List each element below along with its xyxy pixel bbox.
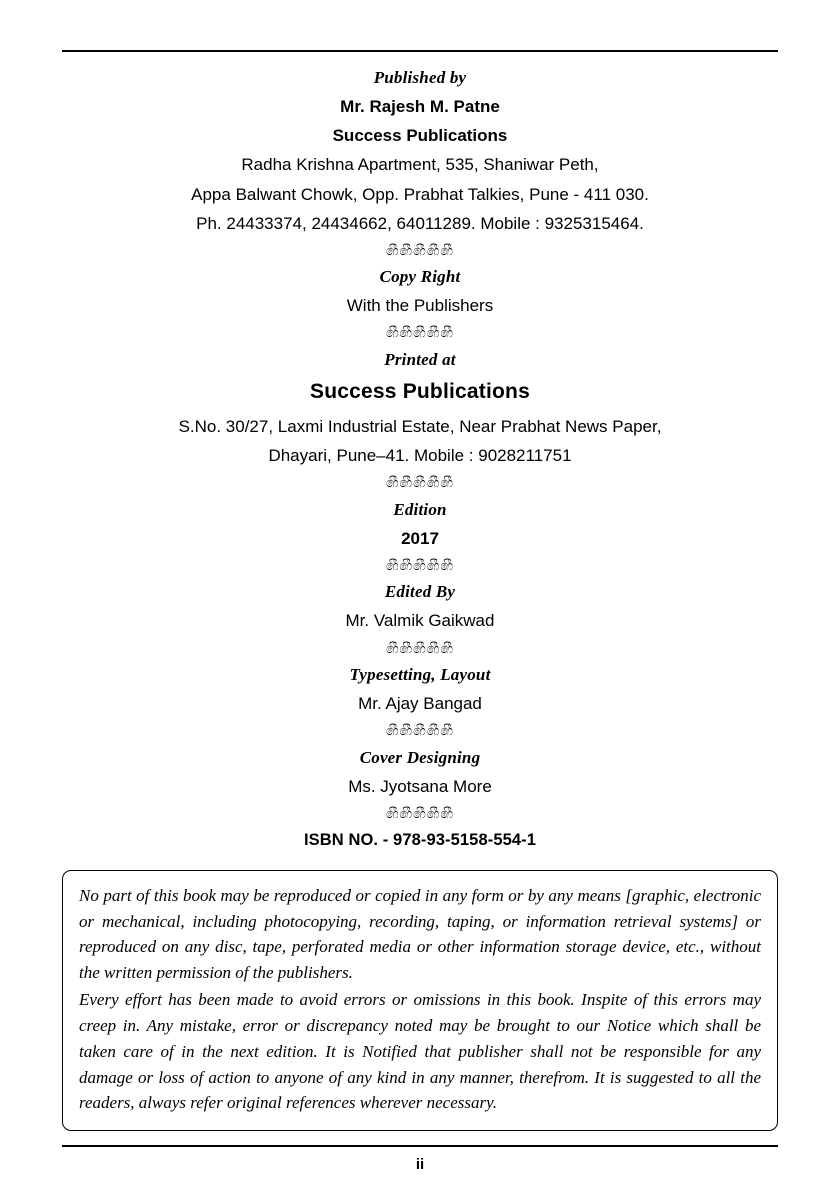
publisher-phone-line: Ph. 24433374, 24434662, 64011289. Mobile : 9325315464. [196,213,644,233]
imprint-content [62,52,778,853]
edition-label: Edition [393,499,447,519]
cover-designing-label: Cover Designing [359,747,481,767]
publisher-name: Mr. Rajesh M. Patne [340,97,500,117]
copyright-label: Copy Right [379,267,461,287]
published-by-label: Published by [373,68,467,87]
page-number: ii [415,1156,425,1174]
publisher-company: Success Publications [332,126,508,146]
copyright-value: With the Publishers [346,296,494,316]
printer-address-line-1: S.No. 30/27, Laxmi Industrial Estate, Near Prabhat News Paper, [178,416,662,436]
edition-year: 2017 [401,528,439,548]
printer-address-line-2: Dhayari, Pune–41. Mobile : 9028211751 [268,445,572,465]
legal-notice-paragraph-2: Every effort has been made to avoid errors or omissions in this book. Inspite of this errors may creep in. Any mistake, error or discrepancy noted may be brought to our Notice which shall be taken care of in the next edition. It is Notified that publisher shall not be responsible for any damage or loss of action to anyone of any kind in any manner, therefrom. It is suggested to all the readers, always refer original references wherever necessary. [79,990,761,1113]
edited-by-label: Edited By [384,582,456,602]
ornament-divider-1: ෯෯෯෯෯ [385,243,455,259]
isbn-number: ISBN NO. - 978-93-5158-554-1 [303,831,537,850]
ornament-divider-3: ෯෯෯෯෯ [385,476,455,492]
ornament-divider-4: ෯෯෯෯෯ [385,558,455,574]
ornament-divider-7: ෯෯෯෯෯ [385,806,455,822]
imprint-page [0,50,840,1190]
typesetting-label: Typesetting, Layout [349,664,491,684]
ornament-divider-2: ෯෯෯෯෯ [385,326,455,342]
ornament-divider-6: ෯෯෯෯෯ [385,724,455,740]
typesetting-name: Mr. Ajay Bangad [358,694,482,714]
publisher-address-line-2: Appa Balwant Chowk, Opp. Prabhat Talkies, Pune - 411 030. [191,184,649,204]
edited-by-name: Mr. Valmik Gaikwad [345,611,495,631]
bottom-divider [62,1145,778,1147]
legal-notice-paragraph-1: No part of this book may be reproduced or copied in any form or by any means [graphic, electronic or mechanical, including photocopying, recording, taping, or information retrieval systems] or reproduced on any disc, tape, perforated media or other information storage device, etc., without the written permission of the publishers. [79,885,761,983]
printer-name: Success Publications [310,380,530,404]
cover-designing-name: Ms. Jyotsana More [348,776,492,796]
publisher-address-line-1: Radha Krishna Apartment, 535, Shaniwar Peth, [241,155,599,175]
ornament-divider-5: ෯෯෯෯෯ [385,641,455,657]
legal-notice-box [62,870,778,1131]
printed-at-label: Printed at [384,349,456,369]
